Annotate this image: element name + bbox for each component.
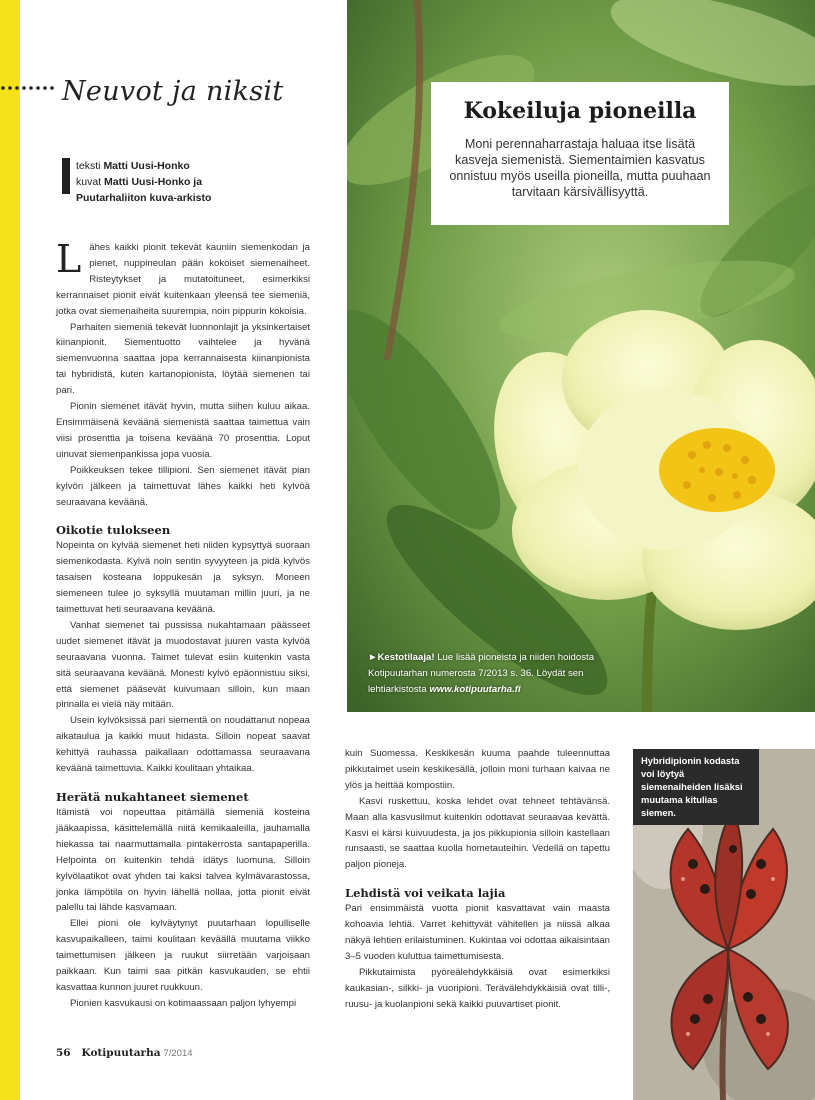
issue-number: 7/2014 (163, 1048, 193, 1059)
body-paragraph: Ellei pioni ole kylväytynyt puutarhaan lopulliselle kasvupaikalleen, taimi koulitaan keväällä muutama viikko taimettumisen jälkeen ja ruukut siirretään varjoisaan paikkaan. Kun taimi saa pitkän kasvukauden, se ehtii kasvattaa kunnon juuret ruukkuun. (56, 918, 310, 993)
body-paragraph: Usein kylvöksissä pari siementä on noudattanut nopeaa aikataulua ja kaikki muut hidasta. Silloin nopeat saavat kehittyä rauhassa paikallaan odottamassa seuraavana keväänä taimettuvia. Kaikki koulitaan yhtaikaa. (56, 715, 310, 775)
body-paragraph: Pionien kasvukausi on kotimaassaan paljon lyhyempi (70, 997, 297, 1009)
body-paragraph: Parhaiten siemeniä tekevät luonnonlajit ja yksinkertaiset kiinanpionit. Siementuotto vaihtelee ja hyvänä siemenvuonna saattaa jopa kerrannaisesta kiinanpionista tai hybridistä, kuten kartanopionista, löytää siemenen tai pari. (56, 321, 310, 397)
page-footer (56, 1047, 193, 1059)
caption-url: www.kotipuutarha.fi (429, 684, 521, 695)
body-paragraph: Pionin siemenet itävät hyvin, mutta siihen kuluu aikaa. Ensimmäisenä keväänä siemenistä saattaa taimettua vain viisi prosenttia ja toisena keväänä 70 prosenttia. Loput uinuvat siemenpankissa jopa vuosia. (56, 401, 310, 460)
body-paragraph: Poikkeuksen tekee tillipioni. Sen siemenet itävät pian kylvön jälkeen ja taimettuvat lähes kaikki heti kylvöä seuraavana keväänä. (56, 464, 310, 508)
body-paragraph: kuin Suomessa. Keskikesän kuuma paahde tuleennuttaa pikkutaimet usein keskikesällä, jolloin moni turhaan kaivaa ne ylös ja heittää kompostiin. (345, 748, 610, 791)
body-paragraph: Vanhat siemenet tai pussissa nukahtamaan päässeet uudet siemenet itävät ja muodostavat juuren vasta kylvöä seuraavana vuonna. Taimet tulevat esiin kuitenkin vasta sitä seuraavana keväänä. Monesti kylvö epäonnistuu siksi, että siemenet pääsevät kuivumaan silloin, kun maan pinnalla ei vielä näy mitään. (56, 619, 310, 711)
body-paragraph: Itämistä voi nopeuttaa pitämällä siemeniä kosteina jääkaapissa, käsittelemällä niitä kemikaaleilla, jauhamalla hiekassa tai naarmuttamalla pintakerrosta santapaperilla. Helpointa on kuitenkin tehdä idätys luomuna. Silloin kylvölaatikot ovat yhden tai kaksi talvea kylmävarastossa, jonka lämpötila on hyvin lähellä nollaa, jotta pionit eivät palellu tai lähde kasvamaan. (56, 807, 310, 914)
paragraph-text: ähes kaikki pionit tekevät kauniin siemenkodan ja pienet, nuppineulan pään kokoiset siemenaiheet. Risteytykset ja mutatoituneet, esimerkiksi kerrannaiset pionit eivät kuitenkaan yleensä tee siemeniä, jotka ovat siemenaiheita suurempia, noin pippurin kokoisia. (56, 242, 310, 317)
credit-archive: Puutarhaliiton kuva-arkisto (76, 192, 212, 204)
article-lead: Moni perennaharrastaja haluaa itse lisätä kasveja siemenistä. Siementaimien kasvatus onnistuu myös useilla pioneilla, mutta puuhaan tarvitaan kärsivällisyyttä. (449, 137, 711, 199)
caption-lead: ►Kestotilaaja! (368, 652, 435, 663)
body-column-1 (56, 237, 310, 1012)
subheading: Lehdistä voi veikata lajia (345, 886, 506, 901)
yellow-edge-bar (0, 0, 20, 1100)
article-title: Kokeiluja pioneilla (463, 98, 697, 124)
credit-photos-label: kuvat (76, 176, 102, 188)
page-number: 56 (56, 1047, 71, 1059)
photo-caption (368, 650, 628, 698)
body-paragraph: Kasvi ruskettuu, koska lehdet ovat tehneet tehtävänsä. Maan alla kasvusilmut kuitenkin odottavat seuraavaa kevättä. Kasvi ei kärsi kuivuudesta, ja jos pikkupionia silloin kastellaan runsaasti, se saattaa kuolla hometauteihin. Vedellä on tapettu paljon pioneja. (345, 795, 610, 871)
dotted-rule (0, 84, 60, 92)
caption-text: Lue lisää pioneista ja niiden hoidosta Kotipuutarhan numerosta 7/2013 s. 36. Löydät sen lehtiarkistosta (368, 652, 595, 695)
body-paragraph: Pari ensimmäistä vuotta pionit kasvattavat vain maasta kohoavia lehtiä. Varret kehittyvät vähitellen ja niissä alkaa näkyä lehtien erilaistuminen. Kukintaa voi odottaa aikaisintaan 3–5 vuoden kuluttua taimettumisesta. (345, 903, 610, 962)
body-column-2 (345, 746, 610, 1013)
credits (76, 158, 211, 206)
title-box (431, 82, 729, 225)
credit-text-label: teksti (76, 160, 101, 172)
subheading: Oikotie tulokseen (56, 523, 171, 538)
body-paragraph (56, 237, 310, 320)
credit-author: Matti Uusi-Honko (103, 160, 190, 172)
drop-cap: L (56, 237, 82, 281)
credit-photographer: Matti Uusi-Honko ja (104, 176, 203, 188)
section-title: Neuvot ja niksit (62, 76, 284, 107)
body-paragraph: Nopeinta on kylvää siemenet heti niiden kypsyttyä suoraan siemenkodasta. Kylvä noin sentin syvyyteen ja pidä kylvös tasaisen kosteana loppukesän ja syksyn. Moneen siemeneen tulee jo syksyllä muutaman millin juuri, ja ne taimettuvat heti seuraavana keväänä. (56, 540, 310, 616)
magazine-name: Kotipuutarha (81, 1047, 161, 1059)
subheading: Herätä nukahtaneet siemenet (56, 790, 249, 804)
seed-photo-caption: Hybridipionin kodasta voi löytyä siemenaiheiden lisäksi muutama kitulias siemen. (633, 749, 759, 825)
body-paragraph: Pikkutaimista pyöreälehdykkäisiä ovat esimerkiksi kaukasian-, silkki- ja vuoripioni. Terävälehdykkäisiä ovat tilli-, ruusu- ja kuolanpioni sekä kaikki puuvartiset pionit. (345, 966, 610, 1010)
credit-marker (62, 158, 70, 194)
